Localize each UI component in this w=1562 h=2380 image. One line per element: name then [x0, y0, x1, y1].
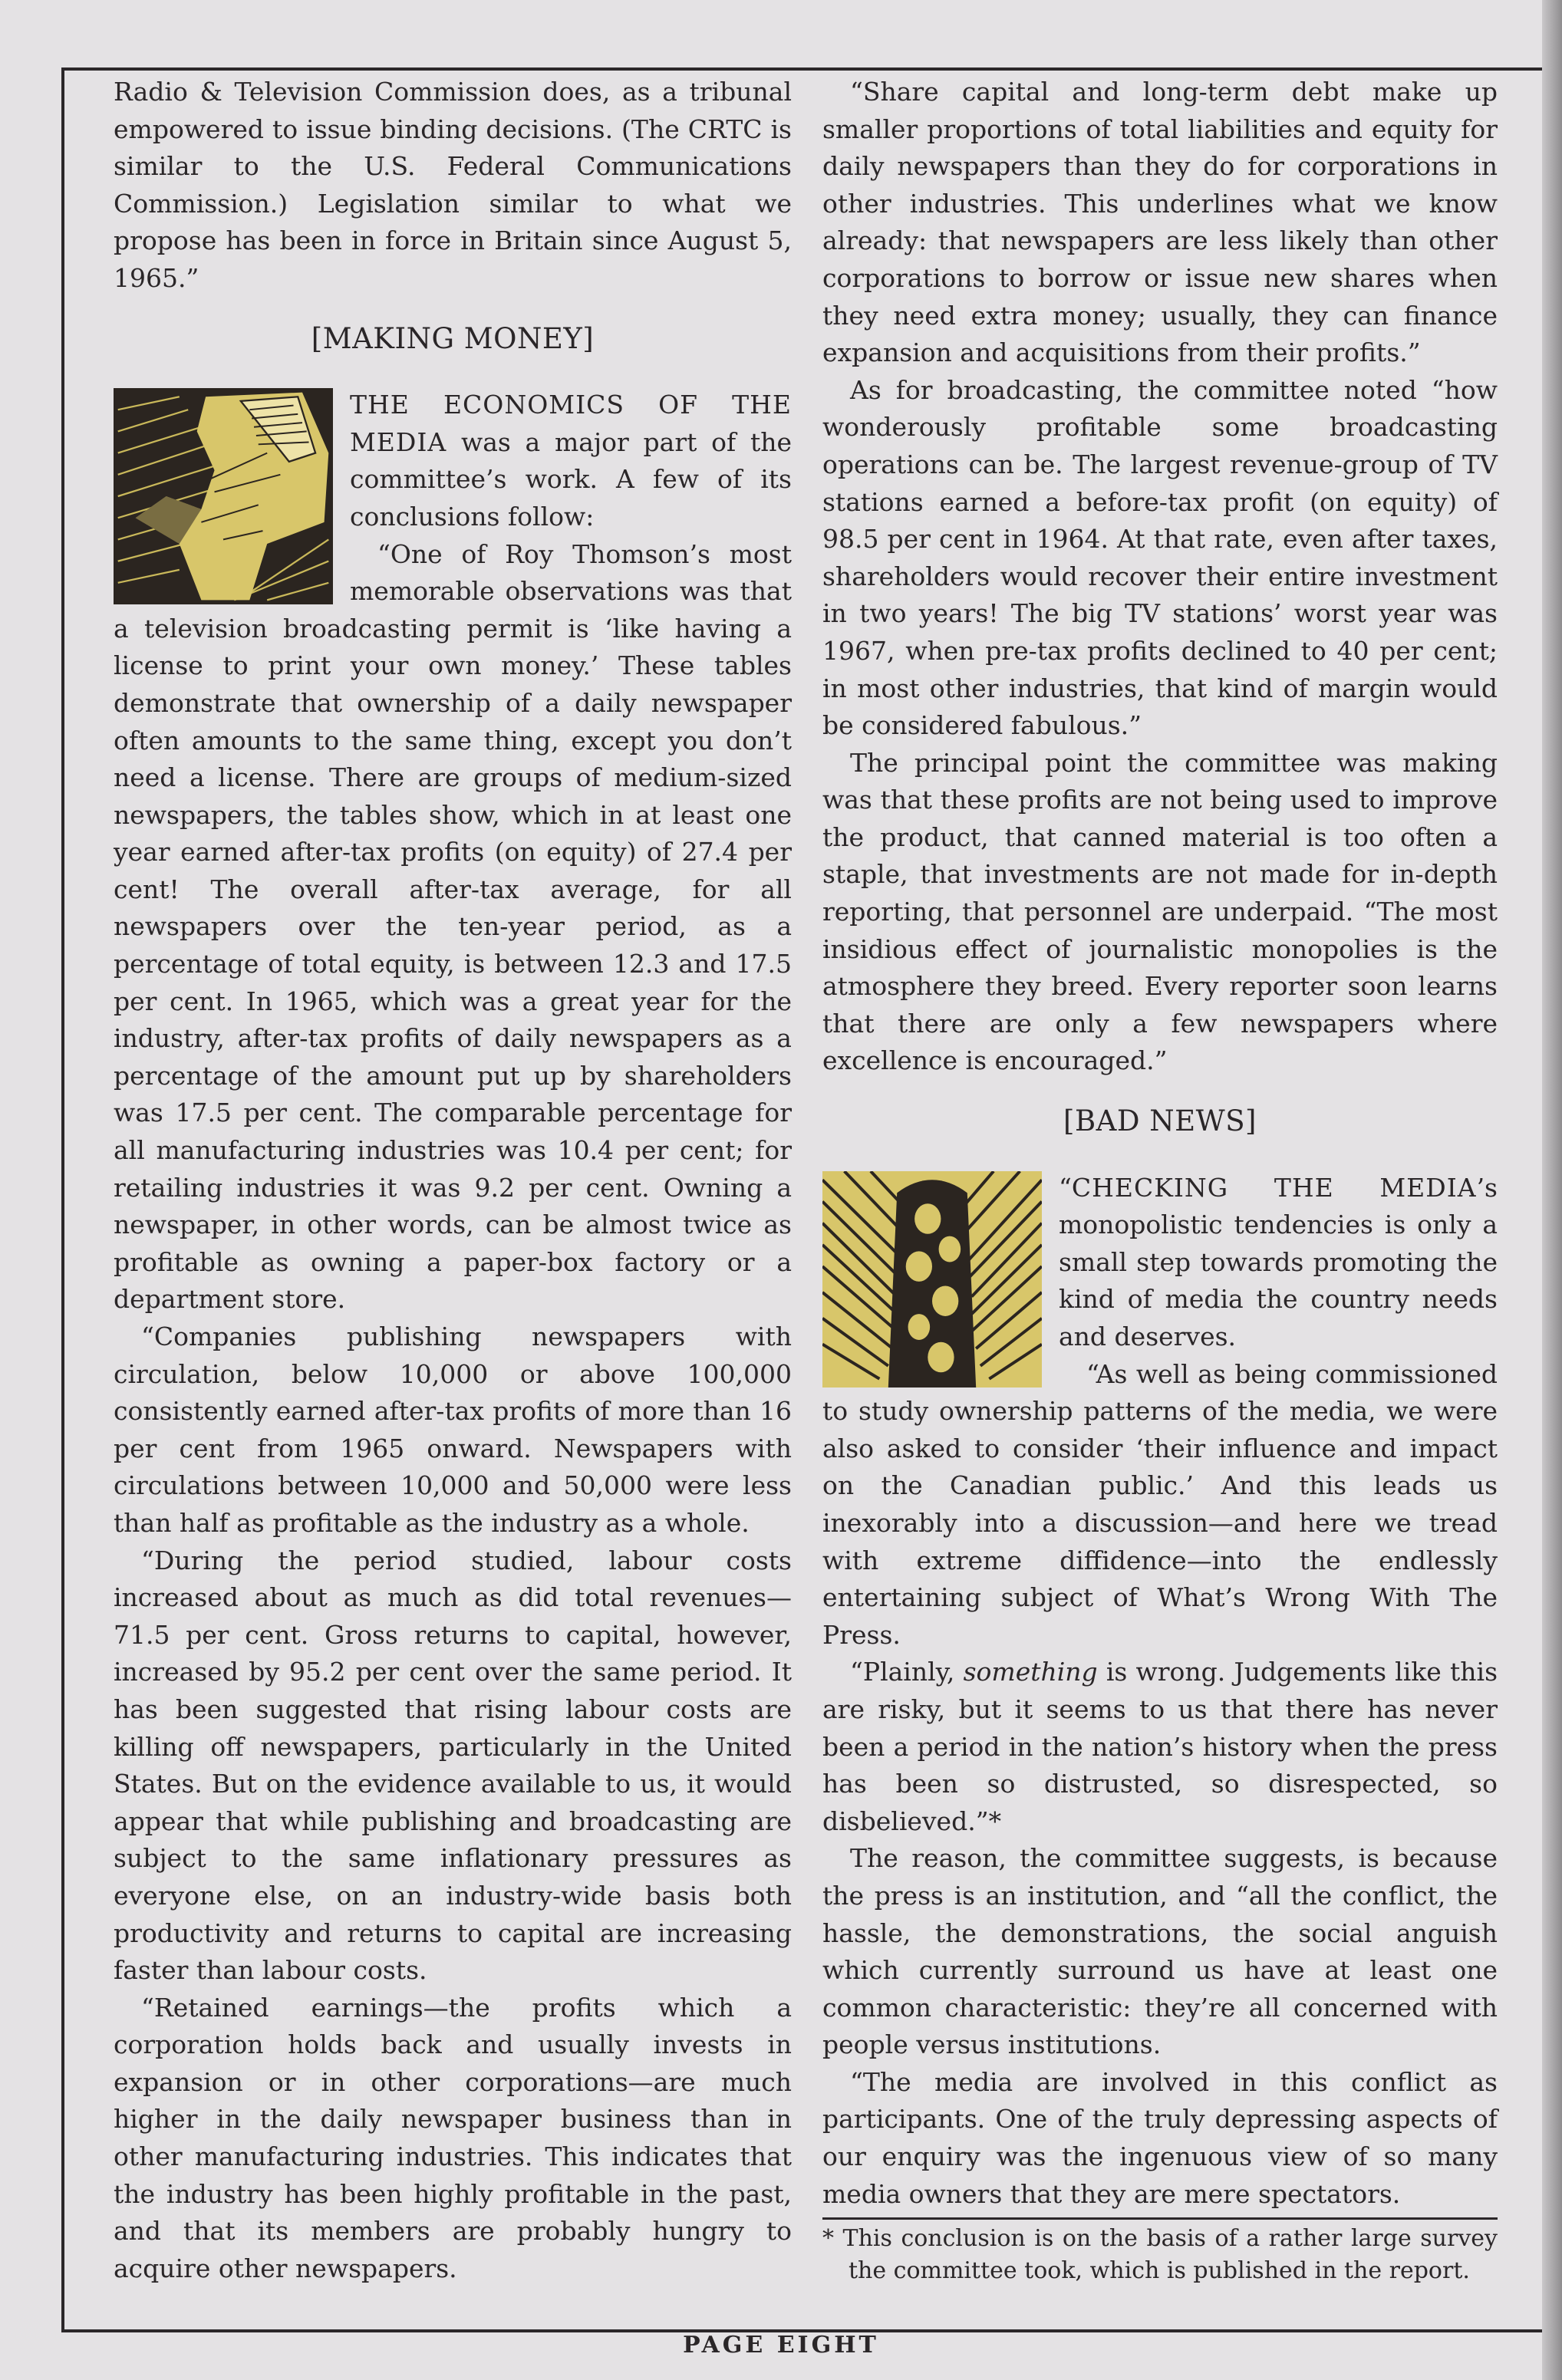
checking-text: ’s monopolistic tendencies is only a small step towards promoting the kind of media the country needs and deserves. [1059, 1172, 1498, 1351]
left-column [114, 74, 792, 2287]
page-footer: PAGE EIGHT [683, 2332, 879, 2359]
checking-open-quote: “ [1059, 1172, 1072, 1203]
paragraph-commissioned: “As well as being commissioned to study ownership patterns of the media, we were also asked to consider ‘their influence and impact on the Canadian public.’ And this leads us inexorably into a discussion—and here we tread with extreme diffidence—into the endlessly entertaining subject of What’s Wrong With The Press. [822, 1358, 1498, 1650]
right-column [822, 74, 1498, 2287]
paragraph-broadcasting: As for broadcasting, the committee noted “how wonderously profitable some broadcasting operations can be. The largest revenue-group of TV stations earned a before-tax profit (on equity) of 98.5 per cent in 1964. At that rate, even after taxes, shareholders would recover their entire investment in two years! The big TV stations’ worst year was 1967, when pre-tax profits declined to 40 per cent; in most other industries, that kind of margin would be considered fabulous.” [822, 374, 1498, 741]
checking-lead-in: CHECKING THE MEDIA [1071, 1172, 1477, 1203]
economics-lead-in: THE ECONOMICS OF THE MEDIA [350, 390, 792, 457]
footnote-rule [822, 2217, 1498, 2220]
paragraph-plainly [822, 1654, 1498, 1840]
paragraph-retained-earnings: “Retained earnings—the profits which a corporation holds back and usually invests in expansion or in other corporations—are much higher in the daily newspaper business than in other manufacturing industries. This indicates that the industry has been highly profitable in the past, and that its members are probably hungry to acquire other newspapers. [114, 1992, 792, 2283]
paragraph-labour-costs: “During the period studied, labour costs increased about as much as did total revenues—71.5 per cent. Gross returns to capital, however, increased by 95.2 per cent over the same period. It has been suggested that rising labour costs are killing off newspapers, particularly in the United States. But on the evidence available to us, it would appear that while publishing and broadcasting are subject to the same inflationary pressures as everyone else, on an industry-wide basis both productivity and returns to capital are increasing faster than labour costs. [114, 1545, 792, 1986]
economics-text: was a major part of the committee’s work. A few of its conclusions follow: [350, 426, 792, 532]
plainly-text-b: is wrong. Judgements like this are risky, but it seems to us that there has never been a period in the nation’s history when the press has been so distrusted, so disrespected, so disbelieved.”* [822, 1657, 1498, 1836]
paragraph-reason: The reason, the committee suggests, is because the press is an institution, and “all the conflict, the hassle, the demonstrations, the social anguish which currently surround us have at least one common characteristic: they’re all concerned with people versus institutions. [822, 1843, 1498, 2060]
paragraph-principal-point: The principal point the committee was making was that these profits are not being used to improve the product, that canned material is too often a staple, that investments are not made for in-depth reporting, that personnel are underpaid. “The most insidious effect of journalistic monopolies is the atmosphere they breed. Every reporter soon learns that there are only a few newspapers where excellence is encouraged.” [822, 747, 1498, 1076]
page-binding-edge [1542, 0, 1562, 2380]
paragraph-share-capital: “Share capital and long-term debt make up smaller proportions of total liabilities and equity for daily newspapers than they do for corporations in other industries. This underlines what we know already: that newspapers are less likely than other corporations to borrow or issue new shares when they need extra money; usually, they can finance expansion and acquisitions from their profits.” [822, 77, 1498, 368]
paragraph-roy-thomson: “One of Roy Thomson’s most memorable observations was that a television broadcasting permit is ‘like having a license to print your own money.’ These tables demonstrate that ownership of a daily newspaper often amounts to the same thing, except you don’t need a license. There are groups of medium-sized newspapers, the tables show, which in at least one year earned after-tax profits (on equity) of 27.4 per cent! The overall after-tax average, for all newspapers over the ten-year period, as a percentage of total equity, is between 12.3 and 17.5 per cent. In 1965, which was a great year for the industry, after-tax profits of daily newspapers as a percentage of the amount put up by shareholders was 17.5 per cent. The comparable percentage for all manufacturing industries was 10.4 per cent; for retailing industries it was 9.2 per cent. Owning a newspaper, in other words, can be almost twice as profitable as owning a paper-box factory or a department store. [114, 538, 792, 1315]
footnote: * This conclusion is on the basis of a rather large survey the committee took, which is published in the report. [822, 2225, 1498, 2285]
paragraph-circulation: “Companies publishing newspapers with circulation, below 10,000 or above 100,000 consistently earned after-tax profits of more than 16 per cent from 1965 onward. Newspapers with circulations between 10,000 and 50,000 were less than half as profitable as the industry as a whole. [114, 1322, 792, 1538]
section-heading-making-money: [MAKING MONEY] [311, 321, 595, 355]
paragraph-media-participants: “The media are involved in this conflict as participants. One of the truly depressing aspects of our enquiry was the ingenuous view of so many media owners that they are mere spectators. [822, 2066, 1498, 2209]
section-heading-bad-news: [BAD NEWS] [1063, 1104, 1257, 1138]
plainly-text-a: “Plainly, [850, 1657, 964, 1687]
plainly-emphasis: something [963, 1657, 1098, 1687]
paragraph-intro: Radio & Television Commission does, as a tribunal empowered to issue binding decisions. (The CRTC is similar to the U.S. Federal Communications Commission.) Legislation similar to what we propose has been in force in Britain since August 5, 1965.” [114, 77, 792, 293]
newspaper-illustration [114, 388, 333, 604]
dotted-figure-illustration [822, 1171, 1042, 1388]
